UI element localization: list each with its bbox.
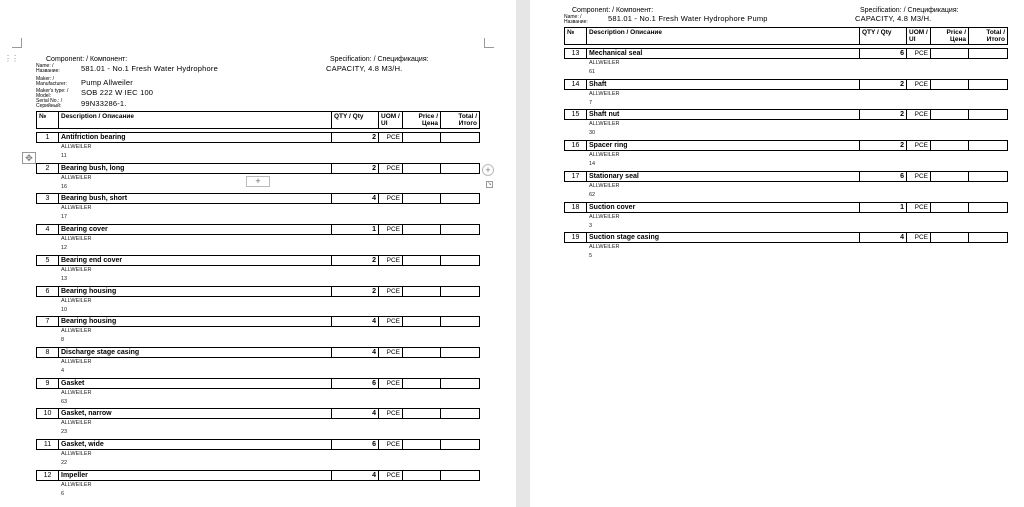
cell-uom[interactable]: PCE xyxy=(379,471,403,480)
model-label: Maker's type: / Model: xyxy=(36,88,69,99)
cell-total[interactable] xyxy=(441,194,479,203)
table-row xyxy=(564,232,1008,261)
cell-total[interactable] xyxy=(441,164,479,173)
specification-label: Specification: / Спецификация: xyxy=(330,56,429,63)
cell-price[interactable] xyxy=(403,164,441,173)
cell-price[interactable] xyxy=(403,471,441,480)
crop-mark xyxy=(12,38,22,48)
cell-uom[interactable]: PCE xyxy=(379,194,403,203)
cell-qty[interactable]: 6 xyxy=(860,172,907,181)
cell-price[interactable] xyxy=(403,440,441,449)
cell-no[interactable]: 19 xyxy=(565,233,587,242)
cell-price[interactable] xyxy=(403,225,441,234)
cell-description[interactable]: Stationary seal xyxy=(587,172,860,181)
add-row-button[interactable]: + xyxy=(246,176,270,187)
component-label: Component: / Компонент: xyxy=(46,56,128,63)
cell-total[interactable] xyxy=(969,203,1007,212)
cell-description[interactable]: Mechanical seal xyxy=(587,49,860,58)
table-row xyxy=(36,132,480,161)
row-cells xyxy=(564,140,1008,151)
table-row xyxy=(36,439,480,468)
cell-no[interactable]: 15 xyxy=(565,110,587,119)
cell-price[interactable] xyxy=(931,80,969,89)
row-reference: 4 xyxy=(61,367,65,374)
row-cells xyxy=(36,470,480,481)
col-uom-header: UOM / UI xyxy=(907,28,931,44)
table-row xyxy=(36,255,480,284)
cell-total[interactable] xyxy=(969,49,1007,58)
cell-description[interactable]: Gasket xyxy=(59,379,332,388)
row-reference: 62 xyxy=(589,191,596,198)
row-cells xyxy=(36,378,480,389)
cell-uom[interactable]: PCE xyxy=(379,409,403,418)
cell-uom[interactable]: PCE xyxy=(379,256,403,265)
cell-description[interactable]: Bearing cover xyxy=(59,225,332,234)
cell-price[interactable] xyxy=(403,256,441,265)
col-description-header: Description / Описание xyxy=(587,28,860,44)
row-reference: 16 xyxy=(61,183,68,190)
cell-price[interactable] xyxy=(403,194,441,203)
row-cells xyxy=(564,109,1008,120)
row-cells xyxy=(36,193,480,204)
cell-description[interactable]: Impeller xyxy=(59,471,332,480)
cell-total[interactable] xyxy=(441,225,479,234)
table-row xyxy=(36,378,480,407)
cell-no[interactable]: 2 xyxy=(37,164,59,173)
specification-label: Specification: / Спецификация: xyxy=(860,7,959,14)
cell-no[interactable]: 17 xyxy=(565,172,587,181)
row-maker: ALLWEILER xyxy=(61,174,92,181)
cell-price[interactable] xyxy=(931,233,969,242)
col-price-header: Price / Цена xyxy=(403,112,441,128)
cell-no[interactable]: 7 xyxy=(37,317,59,326)
row-maker: ALLWEILER xyxy=(589,213,620,220)
cell-description[interactable]: Bearing bush, long xyxy=(59,164,332,173)
name-label: Name: / Название: xyxy=(36,63,60,74)
table-row xyxy=(564,109,1008,138)
crop-mark xyxy=(484,38,494,48)
cell-no[interactable]: 16 xyxy=(565,141,587,150)
row-maker: ALLWEILER xyxy=(589,60,620,66)
component-value: 581.01 - No.1 Fresh Water Hydrophore xyxy=(81,64,218,73)
cell-uom[interactable]: PCE xyxy=(907,203,931,212)
serial-value: 99N33286-1. xyxy=(81,99,127,108)
cell-no[interactable]: 6 xyxy=(37,287,59,296)
cell-description[interactable]: Suction cover xyxy=(587,203,860,212)
table-move-icon[interactable]: ✥ xyxy=(22,152,36,164)
cell-no[interactable]: 5 xyxy=(37,256,59,265)
cell-no[interactable]: 4 xyxy=(37,225,59,234)
cell-description[interactable]: Gasket, narrow xyxy=(59,409,332,418)
cell-qty[interactable]: 2 xyxy=(332,287,379,296)
row-reference: 13 xyxy=(61,275,68,282)
row-cells xyxy=(36,408,480,419)
cell-price[interactable] xyxy=(403,287,441,296)
row-cells xyxy=(564,202,1008,213)
serial-label: Serial No.: / Серийный: xyxy=(36,98,63,109)
cell-total[interactable] xyxy=(441,440,479,449)
cell-description[interactable]: Bearing housing xyxy=(59,317,332,326)
row-maker: ALLWEILER xyxy=(61,236,92,243)
component-label: Component: / Компонент: xyxy=(572,7,654,14)
row-cells xyxy=(564,232,1008,243)
document-page-2 xyxy=(530,0,1024,507)
cell-total[interactable] xyxy=(441,317,479,326)
cell-total[interactable] xyxy=(441,379,479,388)
row-maker: ALLWEILER xyxy=(61,297,92,304)
cell-qty[interactable]: 2 xyxy=(332,256,379,265)
col-total-header: Total / Итого xyxy=(986,29,1005,43)
row-cells xyxy=(36,255,480,266)
row-reference: 8 xyxy=(61,337,65,344)
cell-uom[interactable]: PCE xyxy=(907,172,931,181)
model-value: SOB 222 W IEC 100 xyxy=(81,88,154,97)
row-cells xyxy=(36,163,480,174)
specification-value: CAPACITY, 4.8 M3/H. xyxy=(326,64,403,73)
row-reference: 63 xyxy=(61,398,68,405)
table-row xyxy=(36,408,480,437)
cell-price[interactable] xyxy=(931,110,969,119)
cell-price[interactable] xyxy=(931,203,969,212)
row-reference: 30 xyxy=(589,130,596,137)
cell-no[interactable]: 1 xyxy=(37,133,59,142)
cell-qty[interactable]: 1 xyxy=(860,203,907,212)
cell-description[interactable]: Spacer ring xyxy=(587,141,860,150)
row-maker: ALLWEILER xyxy=(589,90,620,97)
row-reference: 17 xyxy=(61,214,68,221)
cell-uom[interactable]: PCE xyxy=(379,133,403,142)
cell-uom[interactable]: PCE xyxy=(379,225,403,234)
table-row xyxy=(564,79,1008,108)
table-resize-icon[interactable]: ↘ xyxy=(487,181,492,187)
row-cells xyxy=(36,132,480,143)
cell-total[interactable] xyxy=(969,80,1007,89)
cell-total[interactable] xyxy=(441,133,479,142)
row-cells xyxy=(36,316,480,327)
cell-uom[interactable]: PCE xyxy=(907,141,931,150)
cell-price[interactable] xyxy=(931,49,969,58)
maker-value: Pump Allweiler xyxy=(81,78,133,87)
row-cells xyxy=(36,286,480,297)
cell-description[interactable]: Shaft xyxy=(587,80,860,89)
cell-no[interactable]: 14 xyxy=(565,80,587,89)
cell-qty[interactable]: 2 xyxy=(332,164,379,173)
cell-uom[interactable]: PCE xyxy=(379,379,403,388)
cell-total[interactable] xyxy=(441,471,479,480)
row-reference: 23 xyxy=(61,429,68,436)
col-uom-header: UOM / UI xyxy=(379,112,403,128)
col-total-header: Total / Итого xyxy=(458,113,477,127)
cell-uom[interactable]: PCE xyxy=(907,233,931,242)
table-row xyxy=(564,171,1008,200)
cell-uom[interactable]: PCE xyxy=(379,348,403,357)
row-cells xyxy=(36,439,480,450)
table-row xyxy=(564,48,1008,77)
cell-total[interactable] xyxy=(441,348,479,357)
cell-qty[interactable]: 4 xyxy=(332,409,379,418)
cell-description[interactable]: Suction stage casing xyxy=(587,233,860,242)
row-cells xyxy=(36,347,480,358)
row-maker: ALLWEILER xyxy=(589,244,620,251)
cell-description[interactable]: Gasket, wide xyxy=(59,440,332,449)
cell-uom[interactable]: PCE xyxy=(907,80,931,89)
cell-uom[interactable]: PCE xyxy=(907,110,931,119)
cell-qty[interactable]: 2 xyxy=(860,141,907,150)
cell-total[interactable] xyxy=(969,172,1007,181)
table-row xyxy=(36,224,480,253)
row-maker: ALLWEILER xyxy=(589,182,620,189)
row-maker: ALLWEILER xyxy=(61,389,92,396)
col-qty-header: QTY / Qty xyxy=(860,28,907,44)
row-reference: 6 xyxy=(61,490,65,497)
col-no-header: № xyxy=(565,28,587,44)
cell-uom[interactable]: PCE xyxy=(907,49,931,58)
cell-total[interactable] xyxy=(441,287,479,296)
cell-price[interactable] xyxy=(403,379,441,388)
cell-description[interactable]: Bearing housing xyxy=(59,287,332,296)
table-row xyxy=(36,316,480,345)
cell-price[interactable] xyxy=(931,172,969,181)
cell-total[interactable] xyxy=(441,256,479,265)
row-maker: ALLWEILER xyxy=(61,205,92,212)
cell-price[interactable] xyxy=(403,317,441,326)
cell-total[interactable] xyxy=(969,110,1007,119)
table-header xyxy=(564,27,1008,45)
cell-no[interactable]: 9 xyxy=(37,379,59,388)
cell-qty[interactable]: 6 xyxy=(332,440,379,449)
table-row xyxy=(36,470,480,499)
row-maker: ALLWEILER xyxy=(589,152,620,159)
row-cells xyxy=(564,79,1008,90)
cell-price[interactable] xyxy=(403,348,441,357)
row-maker: ALLWEILER xyxy=(61,358,92,365)
cell-qty[interactable]: 1 xyxy=(332,225,379,234)
cell-no[interactable]: 12 xyxy=(37,471,59,480)
cell-description[interactable]: Discharge stage casing xyxy=(59,348,332,357)
row-reference: 11 xyxy=(61,153,67,159)
table-row xyxy=(36,193,480,222)
cell-description[interactable]: Bearing bush, short xyxy=(59,194,332,203)
row-reference: 14 xyxy=(589,161,596,168)
col-price-header: Price / Цена xyxy=(931,28,969,44)
table-row xyxy=(36,347,480,376)
cell-qty[interactable]: 6 xyxy=(332,379,379,388)
cell-price[interactable] xyxy=(931,141,969,150)
cell-total[interactable] xyxy=(441,409,479,418)
cell-uom[interactable]: PCE xyxy=(379,164,403,173)
row-maker: ALLWEILER xyxy=(589,121,620,128)
cell-description[interactable]: Bearing end cover xyxy=(59,256,332,265)
cell-qty[interactable]: 4 xyxy=(860,233,907,242)
component-value: 581.01 - No.1 Fresh Water Hydrophore Pump xyxy=(608,14,768,23)
row-cells xyxy=(564,48,1008,59)
cell-qty[interactable]: 4 xyxy=(332,348,379,357)
cell-no[interactable]: 18 xyxy=(565,203,587,212)
page-gap xyxy=(518,0,528,507)
col-no-header: № xyxy=(37,112,59,128)
cell-qty[interactable]: 4 xyxy=(332,471,379,480)
cell-description[interactable]: Shaft nut xyxy=(587,110,860,119)
grip-icon[interactable]: ⋮⋮ xyxy=(4,54,18,63)
cell-price[interactable] xyxy=(403,409,441,418)
add-column-button[interactable]: + xyxy=(482,164,494,176)
row-maker: ALLWEILER xyxy=(61,266,92,273)
cell-no[interactable]: 10 xyxy=(37,409,59,418)
row-cells xyxy=(564,171,1008,182)
specification-value: CAPACITY, 4.8 M3/H. xyxy=(855,14,932,23)
row-reference: 61 xyxy=(589,69,596,75)
cell-qty[interactable]: 2 xyxy=(860,110,907,119)
cell-no[interactable]: 13 xyxy=(565,49,587,58)
table-row xyxy=(36,286,480,315)
cell-price[interactable] xyxy=(403,133,441,142)
cell-uom[interactable]: PCE xyxy=(379,287,403,296)
table-row xyxy=(564,202,1008,231)
row-reference: 12 xyxy=(61,245,68,252)
name-label: Name: / Название: xyxy=(564,14,588,25)
row-reference: 10 xyxy=(61,306,68,313)
cell-description[interactable]: Antifriction bearing xyxy=(59,133,332,142)
col-qty-header: QTY / Qty xyxy=(332,112,379,128)
cell-qty[interactable]: 2 xyxy=(860,80,907,89)
col-description-header: Description / Описание xyxy=(59,112,332,128)
cell-uom[interactable]: PCE xyxy=(379,440,403,449)
row-reference: 5 xyxy=(589,253,593,260)
row-cells xyxy=(36,224,480,235)
row-maker: ALLWEILER xyxy=(61,144,92,150)
cell-uom[interactable]: PCE xyxy=(379,317,403,326)
row-maker: ALLWEILER xyxy=(61,328,92,335)
cell-qty[interactable]: 2 xyxy=(332,133,379,142)
cell-qty[interactable]: 6 xyxy=(860,49,907,58)
cell-total[interactable] xyxy=(969,233,1007,242)
maker-label: Maker: / Manufacturer: xyxy=(36,76,67,87)
cell-total[interactable] xyxy=(969,141,1007,150)
row-reference: 7 xyxy=(589,99,593,106)
table-row xyxy=(564,140,1008,169)
row-maker: ALLWEILER xyxy=(61,420,92,427)
cell-qty[interactable]: 4 xyxy=(332,194,379,203)
row-reference: 22 xyxy=(61,460,68,466)
row-maker: ALLWEILER xyxy=(61,481,92,488)
cell-qty[interactable]: 4 xyxy=(332,317,379,326)
cell-no[interactable]: 3 xyxy=(37,194,59,203)
cell-no[interactable]: 11 xyxy=(37,440,59,449)
row-reference: 3 xyxy=(589,222,593,229)
row-maker: ALLWEILER xyxy=(61,451,92,457)
table-header xyxy=(36,111,480,129)
cell-no[interactable]: 8 xyxy=(37,348,59,357)
